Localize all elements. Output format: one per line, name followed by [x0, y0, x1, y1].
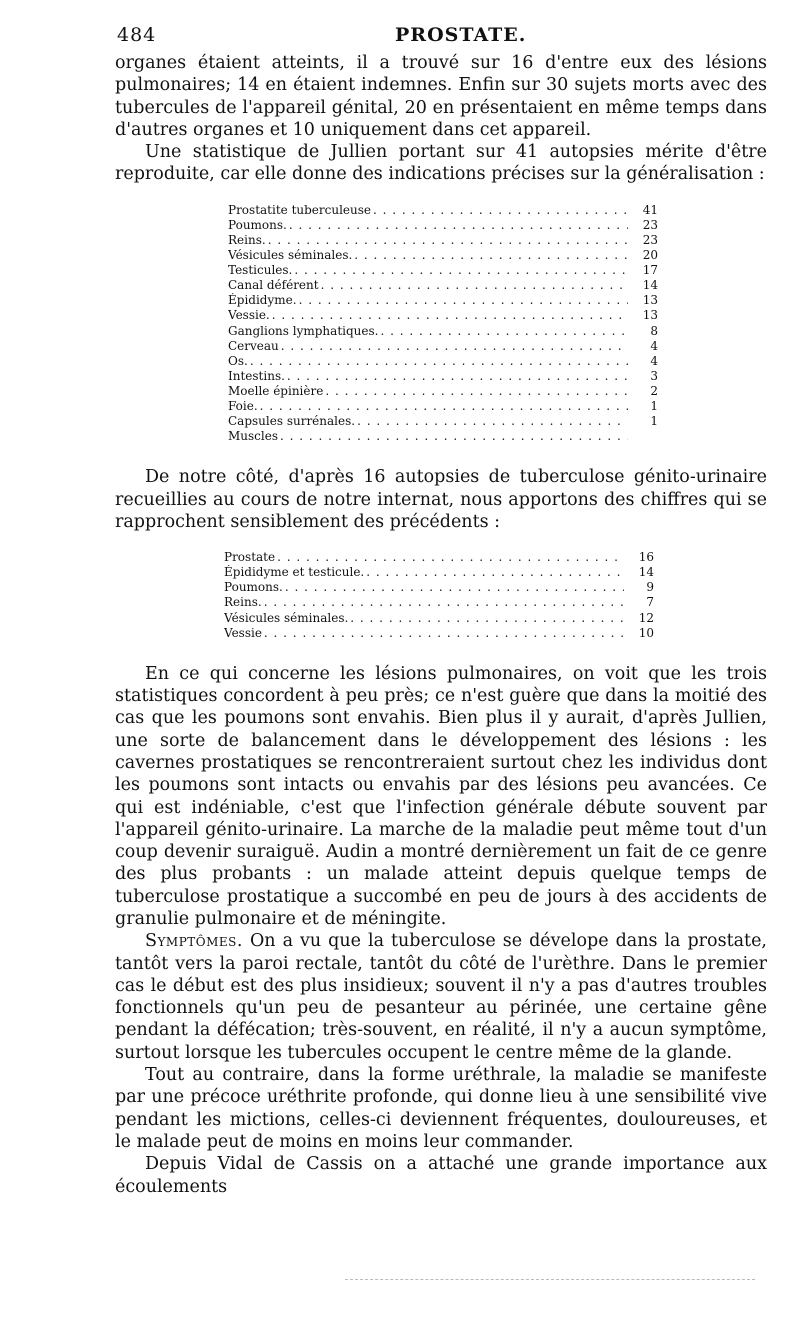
paragraph-2: Une statistique de Jullien portant sur 41 autopsies mérite d'être reproduite, car elle donne des indications précises sur la généralisation :	[115, 142, 767, 185]
paragraph-5	[115, 930, 767, 1064]
table-row	[228, 278, 658, 293]
book-page	[115, 22, 767, 1198]
table-row	[228, 369, 658, 384]
table-row	[224, 550, 654, 565]
paragraph-7: Depuis Vidal de Cassis on a attaché une grande importance aux écoulements	[115, 1154, 767, 1197]
page-number: 484	[117, 24, 157, 46]
row-label: Reins.	[224, 595, 262, 610]
row-value: 10	[638, 625, 654, 640]
row-label: Cerveau	[228, 338, 279, 353]
row-value: 9	[646, 580, 654, 595]
row-label: Épididyme et testicule.	[224, 565, 365, 580]
table-row	[224, 595, 654, 610]
table-row	[228, 248, 658, 263]
table-row	[228, 339, 658, 354]
internat-statistics-table	[224, 550, 654, 641]
row-value: 23	[642, 217, 658, 232]
table-row	[228, 414, 658, 429]
jullien-statistics-table	[228, 203, 658, 445]
row-value: 2	[650, 383, 658, 398]
row-label: Poumons.	[228, 217, 287, 232]
section-heading-symptomes: Symptômes.	[145, 931, 243, 952]
table-row	[224, 611, 654, 626]
row-label: Prostatite tuberculeuse	[228, 202, 372, 217]
table-row	[228, 429, 658, 444]
table-row	[228, 263, 658, 278]
row-label: Reins.	[228, 232, 266, 247]
row-label: Vésicules séminales.	[224, 610, 349, 625]
running-title: PROSTATE.	[395, 24, 527, 46]
row-label: Foie.	[228, 399, 258, 413]
table-row	[228, 203, 658, 218]
row-value: 4	[650, 338, 658, 353]
row-label: Canal déférent	[228, 278, 319, 293]
row-label: Prostate	[224, 550, 276, 565]
paragraph-5-text: On a vu que la tuberculose se dévelope dans la prostate, tantôt vers la paroi rectale, tantôt du côté de l'urèthre. Dans le premier cas le début est des plus insidieux; souvent il n'y a pas d'autres troubles fonctionnels qu'un peu de pesanteur au périnée, une certaine gêne pendant la défécation; très-souvent, en réalité, il n'y a aucun symptôme, surtout lorsque les tubercules occupent le centre même de la glande.	[115, 931, 767, 1063]
table-row	[224, 580, 654, 595]
row-value: 41	[642, 202, 658, 217]
row-value: 23	[642, 232, 658, 247]
paragraph-1: organes étaient atteints, il a trouvé sur 16 d'entre eux des lésions pulmonaires; 14 en étaient indemnes. Enfin sur 30 sujets morts avec des tubercules de l'appareil génital, 20 en présentaient en même temps dans d'autres organes et 10 uniquement dans cet appareil.	[115, 53, 767, 140]
row-value: 8	[650, 323, 658, 338]
table-row	[228, 308, 658, 323]
row-value: 7	[646, 595, 654, 610]
table-row	[224, 626, 654, 641]
paragraph-4: En ce qui concerne les lésions pulmonaires, on voit que les trois statistiques concordent à peu près; ce n'est guère que dans la moitié des cas que les poumons sont envahis. Bien plus il y aurait, d'après Jullien, une sorte de balancement dans le développement des lésions : les cavernes prostatiques se rencontreraient surtout chez les individus dont les poumons sont intacts ou envahis par des lésions peu avancées. Ce qui est indéniable, c'est que l'infection générale débute souvent par l'appareil génito-urinaire. La marche de la maladie peut même tout d'un coup devenir suraiguë. Audin a montré dernièrement un fait de ce genre des plus probants : un malade atteint depuis quelque temps de tuberculose prostatique a succombé en peu de jours à des accidents de granulie pulmonaire et de méningite.	[115, 663, 767, 929]
row-value: 12	[638, 610, 654, 625]
table-row	[228, 354, 658, 369]
row-label: Os.	[228, 353, 248, 368]
row-label: Capsules surrénales.	[228, 414, 356, 429]
page-header	[115, 22, 767, 52]
table-row	[228, 233, 658, 248]
row-label: Épididyme.	[228, 293, 297, 308]
row-value: 14	[642, 278, 658, 293]
row-value: 20	[642, 248, 658, 263]
row-value: 4	[650, 353, 658, 368]
table-row	[224, 565, 654, 580]
row-label: Muscles	[228, 429, 278, 444]
row-label: Intestins.	[228, 368, 285, 383]
row-value: 16	[638, 550, 654, 565]
table-row	[228, 293, 658, 308]
table-row	[228, 324, 658, 339]
row-value: 1	[650, 399, 658, 413]
row-label: Vésicules séminales.	[228, 248, 353, 263]
row-label: Poumons.	[224, 580, 283, 595]
row-label: Testicules.	[228, 263, 293, 278]
paragraph-6: Tout au contraire, dans la forme uréthrale, la maladie se manifeste par une précoce uréthrite profonde, qui donne lieu à une sensibilité vive pendant les mictions, celles-ci deviennent fréquentes, douloureuses, et le malade peut de moins en moins leur commander.	[115, 1065, 767, 1152]
row-value: 13	[642, 308, 658, 323]
row-value: 17	[642, 263, 658, 278]
row-value: 1	[650, 414, 658, 429]
row-label: Vessie.	[228, 308, 270, 323]
row-value: 3	[650, 368, 658, 383]
paragraph-3: De notre côté, d'après 16 autopsies de tuberculose génito-urinaire recueillies au cours de notre internat, nous apportons des chiffres qui se rapprochent sensiblement des précédents :	[115, 467, 767, 532]
row-label: Moelle épinière	[228, 383, 324, 398]
table-row	[228, 384, 658, 399]
row-value: 13	[642, 293, 658, 308]
row-value: 14	[638, 565, 654, 580]
row-label: Ganglions lymphatiques.	[228, 323, 379, 338]
table-row	[228, 399, 658, 414]
row-label: Vessie	[224, 625, 262, 640]
table-row	[228, 218, 658, 233]
faded-bottom-line	[345, 1279, 755, 1281]
